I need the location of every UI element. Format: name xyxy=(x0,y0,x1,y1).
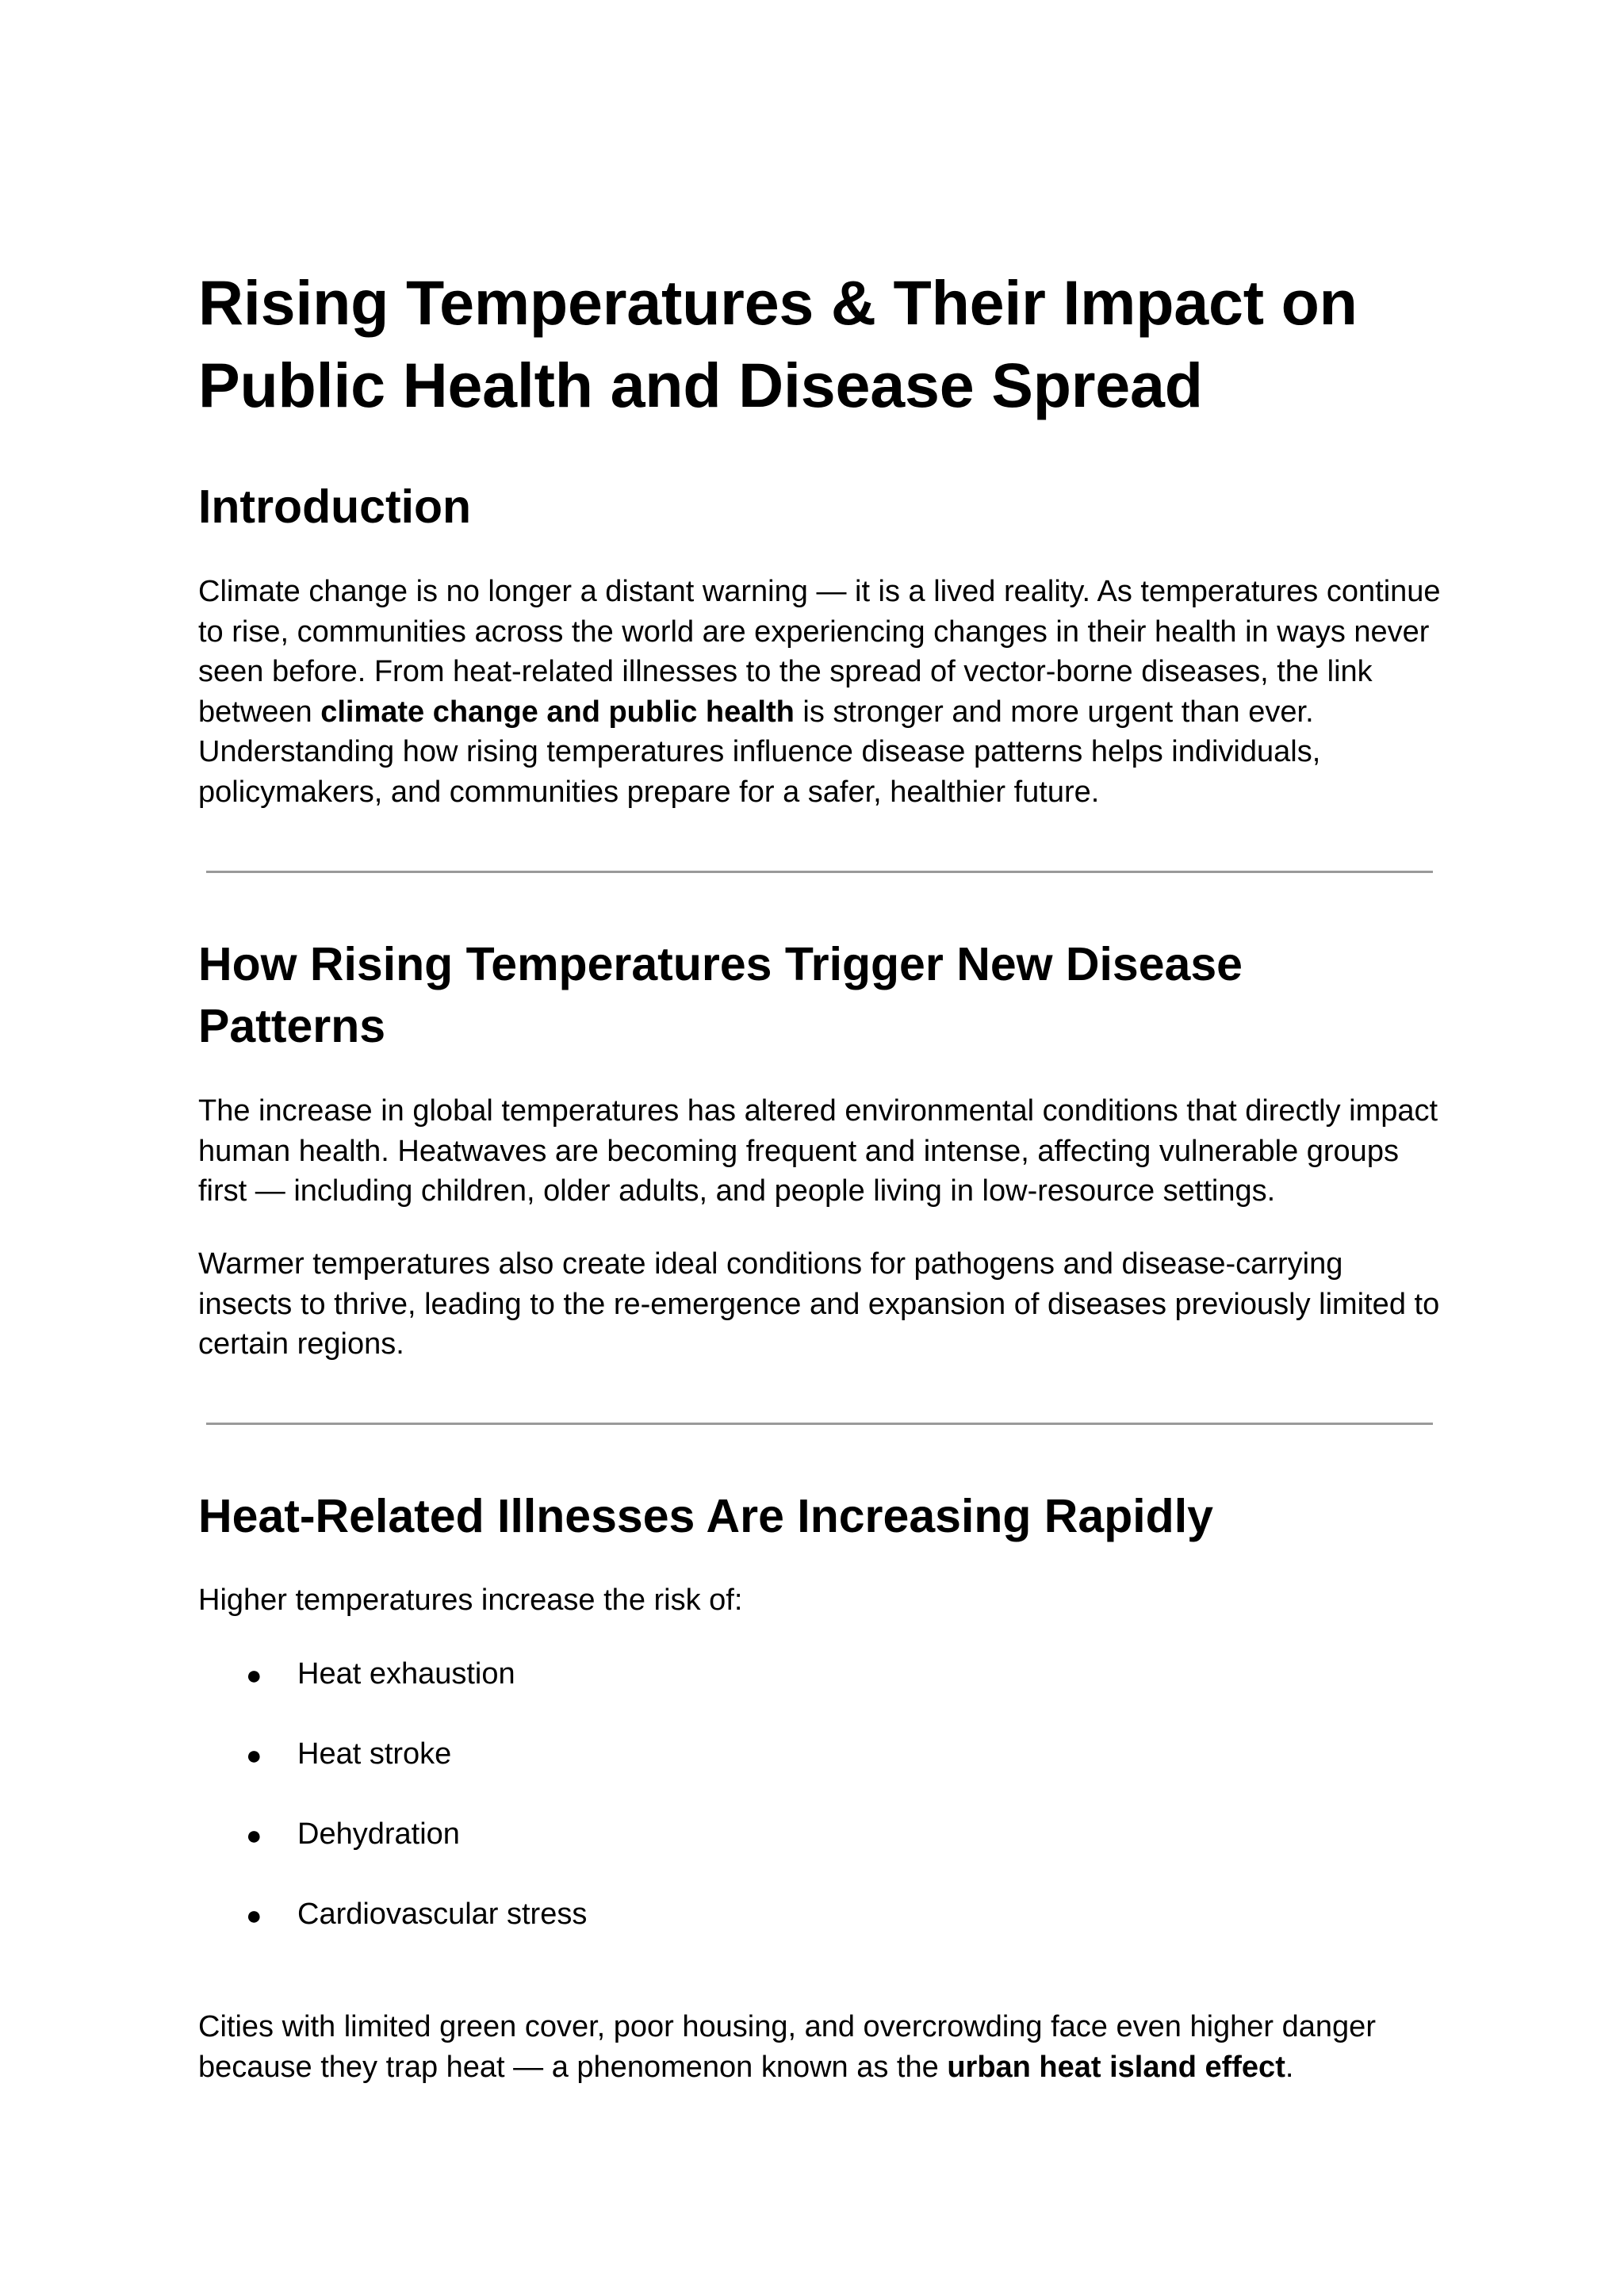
list-item-text: Heat exhaustion xyxy=(297,1657,515,1691)
introduction-bold-phrase: climate change and public health xyxy=(320,695,795,729)
section-heading-introduction: Introduction xyxy=(198,481,472,533)
bullet-icon: ● xyxy=(246,1741,262,1771)
list-item xyxy=(246,1734,1277,1814)
list-item xyxy=(246,1814,1277,1894)
bullet-icon: ● xyxy=(246,1660,262,1691)
disease-patterns-paragraph-1: The increase in global temperatures has altered environmental conditions that directly impact human health. Heatwaves are becoming frequent and intense, affecting vulnerable groups first — including children, older adults, and people living in low-resource settings. xyxy=(198,1094,1438,1208)
list-item xyxy=(246,1894,1277,1974)
introduction-paragraph xyxy=(198,572,1443,812)
closing-bold-phrase: urban heat island effect xyxy=(947,2050,1285,2084)
bullet-icon: ● xyxy=(246,1901,262,1931)
section-divider xyxy=(206,1423,1433,1425)
disease-patterns-paragraph-2: Warmer temperatures also create ideal conditions for pathogens and disease-carrying insects to thrive, leading to the re-emergence and expansion of diseases previously limited to certain regions. xyxy=(198,1247,1440,1361)
bullet-icon: ● xyxy=(246,1821,262,1851)
section-heading-disease-patterns: How Rising Temperatures Trigger New Disease Patterns xyxy=(198,938,1243,1052)
list-item-text: Dehydration xyxy=(297,1817,460,1851)
list-item-text: Cardiovascular stress xyxy=(297,1898,588,1931)
list-item xyxy=(246,1654,1277,1734)
section-divider xyxy=(206,871,1433,873)
closing-text-part1: Cities with limited green cover, poor housing, and overcrowding face even higher danger because they trap heat — a phenomenon known as the xyxy=(198,2010,1376,2084)
document-title: Rising Temperatures & Their Impact on Public Health and Disease Spread xyxy=(198,267,1358,420)
heat-illnesses-closing-paragraph xyxy=(198,2007,1443,2087)
list-item-text: Heat stroke xyxy=(297,1737,452,1771)
closing-text-part2: . xyxy=(1285,2050,1294,2084)
section-heading-heat-illnesses: Heat-Related Illnesses Are Increasing Rapidly xyxy=(198,1490,1213,1542)
introduction-text-part1: Climate change is no longer a distant warning — it is a lived reality. As temperatures continue to rise, communities across the world are experiencing changes in their health in ways never seen before. From heat-related illnesses to the spread of vector-borne diseases, the link between xyxy=(198,575,1441,729)
introduction-text-part2: is stronger and more urgent than ever. Understanding how rising temperatures influence disease patterns helps individuals, policymakers, and communities prepare for a safer, healthier future. xyxy=(198,695,1321,809)
heat-illnesses-intro: Higher temperatures increase the risk of: xyxy=(198,1584,743,1617)
heat-illness-list xyxy=(246,1654,1277,1974)
